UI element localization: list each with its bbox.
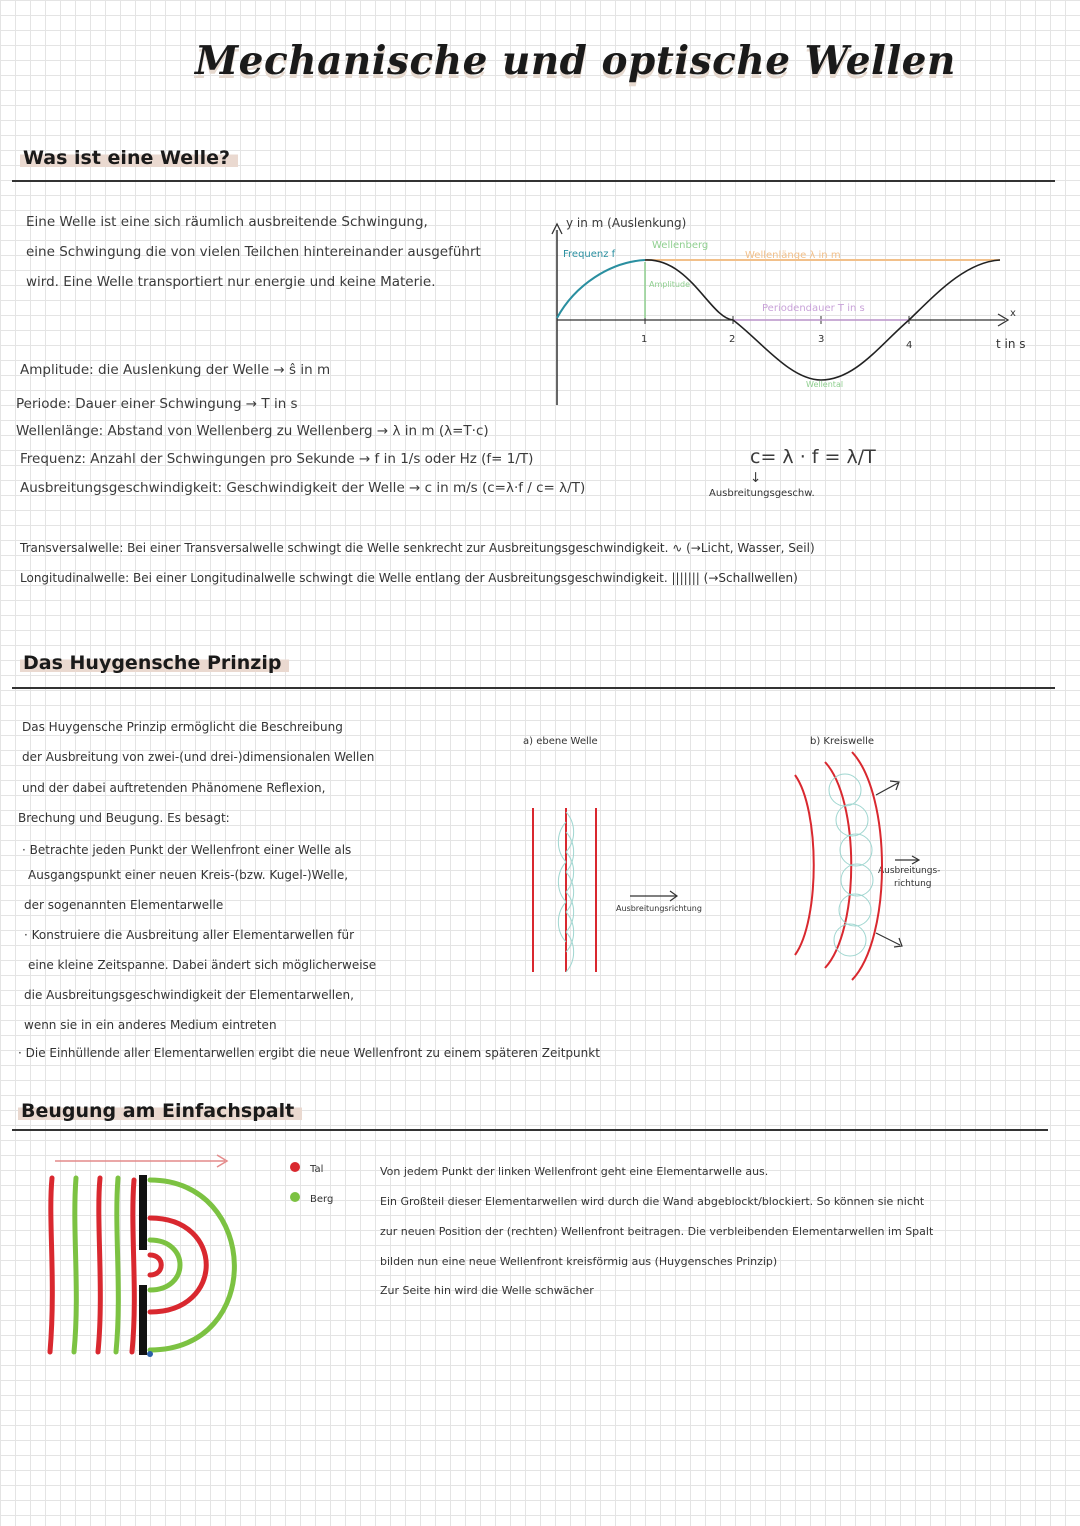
- graph-x-arrow: [998, 314, 1008, 326]
- section-divider: [12, 687, 1055, 689]
- figure-a-direction: Ausbreitungsrichtung: [616, 904, 702, 913]
- section-heading-diffraction: Beugung am Einfachspalt: [18, 1100, 302, 1122]
- formula-label: Ausbreitungsgeschw.: [709, 488, 815, 499]
- intro-line-2: eine Schwingung die von vielen Teilchen hintereinander ausgeführt: [26, 244, 481, 260]
- graph-y-arrow: [552, 224, 562, 234]
- figure-b-direction: richtung: [894, 879, 932, 889]
- circular-wavefront: [795, 775, 814, 955]
- definition-amplitude: Amplitude: die Auslenkung der Welle → ŝ in m: [20, 362, 331, 378]
- graph-tick-label: 2: [729, 334, 736, 345]
- legend-crest-dot: [290, 1192, 300, 1202]
- plane-direction-arrow-head: [670, 891, 677, 901]
- section-heading-huygens: Das Huygensche Prinzip: [20, 652, 289, 674]
- direction-arrow-up: [876, 783, 898, 795]
- elementary-waves: [558, 812, 573, 972]
- direction-arrow-mid-head: [912, 856, 919, 864]
- wave-rising-segment: [557, 260, 645, 318]
- diffraction-line: Zur Seite hin wird die Welle schwächer: [380, 1284, 594, 1297]
- incoming-wave-trough: [132, 1180, 134, 1352]
- incoming-wave-crest: [116, 1178, 118, 1352]
- figure-a-label: a) ebene Welle: [523, 736, 598, 747]
- legend-trough-dot: [290, 1162, 300, 1172]
- graph-period-label: Periodendauer T in s: [762, 303, 865, 314]
- huygens-line: Brechung und Beugung. Es besagt:: [18, 811, 230, 825]
- graph-trough-label: Wellental: [806, 380, 844, 389]
- page-title: Mechanische und optische Wellen: [195, 38, 956, 84]
- diffracted-wave-crest: [150, 1180, 234, 1350]
- figure-b-label: b) Kreiswelle: [810, 736, 875, 747]
- formula-arrow: ↓: [750, 470, 762, 486]
- incoming-wave-trough: [98, 1178, 100, 1352]
- wave-curve: [645, 260, 1000, 380]
- graph-amplitude-label: Amplitude: [649, 280, 690, 289]
- huygens-line: · Konstruiere die Ausbreitung aller Elementarwellen für: [24, 928, 355, 942]
- longitudinal-definition: Longitudinalwelle: Bei einer Longitudinalwelle schwingt die Welle entlang der Ausbreitungsgeschwindigkeit. ||||||| (→Schallwellen): [20, 571, 798, 585]
- graph-wavelength-label: Wellenlänge λ in m: [745, 250, 841, 261]
- wall-end-dot: [147, 1351, 153, 1357]
- section-divider: [12, 180, 1055, 182]
- huygens-line: eine kleine Zeitspanne. Dabei ändert sich möglicherweise: [28, 958, 377, 972]
- huygens-line: Das Huygensche Prinzip ermöglicht die Beschreibung: [22, 720, 343, 734]
- graph-y-label: y in m (Auslenkung): [566, 216, 687, 230]
- diffraction-line: Von jedem Punkt der linken Wellenfront geht eine Elementarwelle aus.: [380, 1165, 769, 1178]
- graph-crest-label: Wellenberg: [652, 240, 709, 251]
- incoming-wave-crest: [74, 1178, 76, 1352]
- intro-line-3: wird. Eine Welle transportiert nur energie und keine Materie.: [26, 274, 436, 290]
- direction-arrow-down: [876, 933, 900, 945]
- graph-frequency-label: Frequenz f: [563, 249, 616, 260]
- diffracted-wave-trough: [150, 1218, 206, 1312]
- huygens-line: und der dabei auftretenden Phänomene Reflexion,: [22, 781, 326, 795]
- diffraction-line: bilden nun eine neue Wellenfront kreisförmig aus (Huygensches Prinzip): [380, 1255, 778, 1268]
- legend-crest-label: Berg: [310, 1194, 334, 1205]
- huygens-line: der Ausbreitung von zwei-(und drei-)dimensionalen Wellen: [22, 750, 375, 764]
- definition-wavelength: Wellenlänge: Abstand von Wellenberg zu Wellenberg → λ in m (λ=T·c): [16, 423, 489, 439]
- legend-trough-label: Tal: [310, 1164, 324, 1175]
- intro-line-1: Eine Welle ist eine sich räumlich ausbreitende Schwingung,: [26, 214, 428, 230]
- huygens-line: Ausgangspunkt einer neuen Kreis-(bzw. Kugel-)Welle,: [28, 868, 349, 882]
- graph-tick-label: 1: [641, 334, 648, 345]
- diffraction-line: Ein Großteil dieser Elementarwellen wird durch die Wand abgeblockt/blockiert. So können sie nicht: [380, 1195, 925, 1208]
- definition-period: Periode: Dauer einer Schwingung → T in s: [16, 396, 298, 412]
- diffracted-wave-crest: [150, 1240, 180, 1290]
- huygens-line: die Ausbreitungsgeschwindigkeit der Elementarwellen,: [24, 988, 354, 1002]
- graph-tick-label: 3: [818, 334, 825, 345]
- section-heading-wave: Was ist eine Welle?: [20, 147, 238, 169]
- definition-frequency: Frequenz: Anzahl der Schwingungen pro Sekunde → f in 1/s oder Hz (f= 1/T): [20, 451, 534, 467]
- direction-arrow-down-head: [894, 938, 902, 947]
- graph-tick-label: 4: [906, 340, 913, 351]
- huygens-line: · Betrachte jeden Punkt der Wellenfront einer Welle als: [22, 843, 352, 857]
- definition-speed: Ausbreitungsgeschwindigkeit: Geschwindigkeit der Welle → c in m/s (c=λ·f / c= λ/T): [20, 480, 586, 496]
- huygens-line: · Die Einhüllende aller Elementarwellen ergibt die neue Wellenfront zu einem späteren Zeitpunkt: [18, 1046, 600, 1060]
- propagation-arrow-head: [217, 1155, 227, 1167]
- figure-b-direction: Ausbreitungs-: [878, 866, 941, 876]
- diffracted-wave-trough: [150, 1255, 161, 1275]
- direction-arrow-up-head: [890, 781, 899, 790]
- graph-x-arrow-label: x: [1010, 308, 1016, 319]
- wave-formula: c= λ · f = λ/T: [750, 446, 876, 468]
- transversal-definition: Transversalwelle: Bei einer Transversalwelle schwingt die Welle senkrecht zur Ausbreitungsgeschwindigkeit. ∿ (→Licht, Wasser, Seil): [20, 541, 815, 555]
- huygens-line: wenn sie in ein anderes Medium eintreten: [24, 1018, 277, 1032]
- circular-wavefront: [825, 762, 851, 968]
- graph-x-label: t in s: [996, 337, 1026, 351]
- diffraction-line: zur neuen Position der (rechten) Wellenfront beitragen. Die verbleibenden Elementarwellen im Spalt: [380, 1225, 934, 1238]
- section-divider: [12, 1129, 1048, 1131]
- huygens-line: der sogenannten Elementarwelle: [24, 898, 224, 912]
- circular-elementary-waves: [829, 774, 873, 956]
- incoming-wave-trough: [50, 1178, 52, 1352]
